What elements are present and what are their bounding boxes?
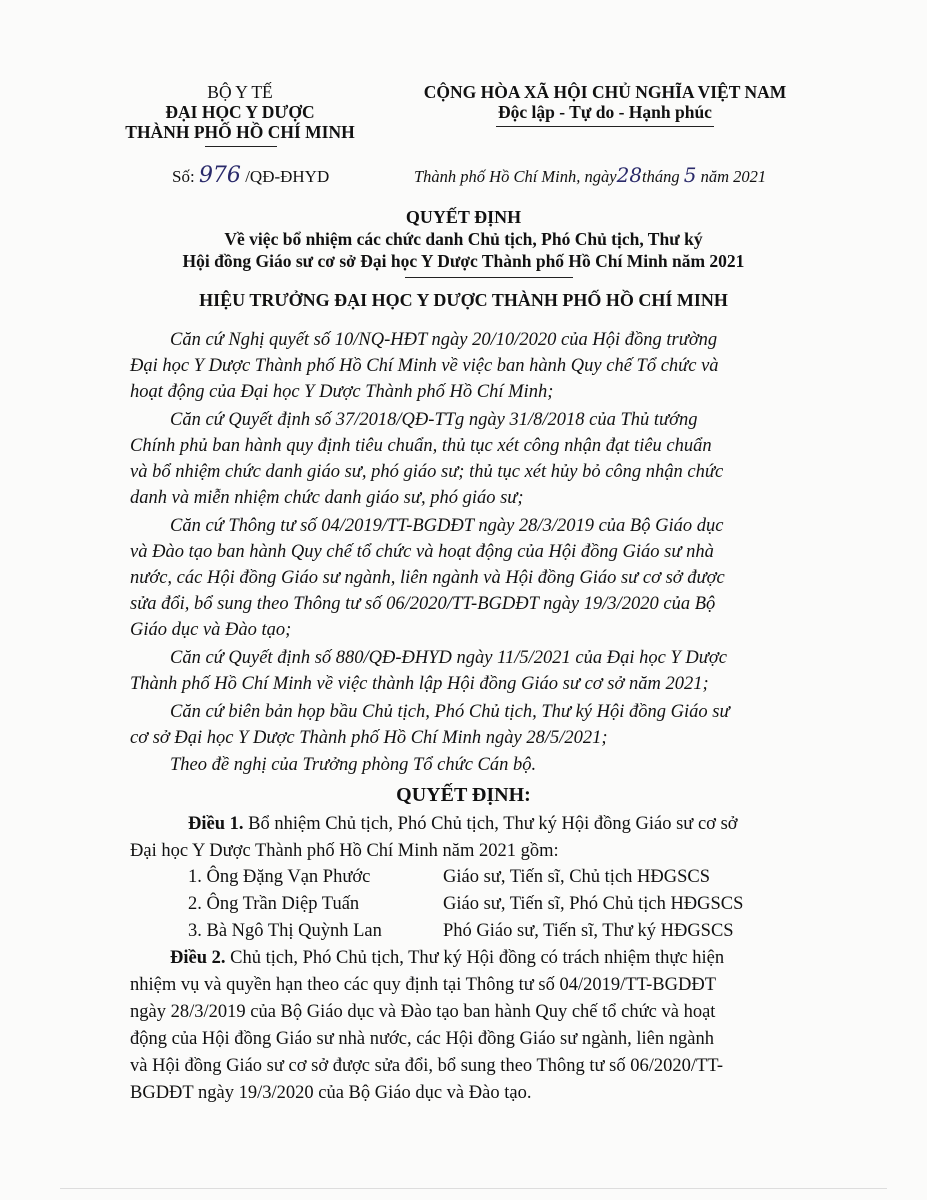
issuing-authority: HIỆU TRƯỞNG ĐẠI HỌC Y DƯỢC THÀNH PHỐ HỒ CHÍ MINH xyxy=(199,290,728,310)
article-1-label: Điều 1. xyxy=(188,814,244,834)
article-2-line1 xyxy=(170,948,724,969)
date-prefix: Thành phố Hồ Chí Minh, ngày xyxy=(414,167,617,186)
preamble-5-line1: Căn cứ biên bản họp bầu Chủ tịch, Phó Chủ tịch, Thư ký Hội đồng Giáo sư xyxy=(170,702,730,722)
header-left-underline xyxy=(205,146,277,147)
preamble-4-line1: Căn cứ Quyết định số 880/QĐ-ĐHYD ngày 11/5/2021 của Đại học Y Dược xyxy=(170,648,727,668)
article-2-line2: nhiệm vụ và quyền hạn theo các quy định tại Thông tư số 04/2019/TT-BGDĐT xyxy=(130,975,717,995)
article-2-line5: và Hội đồng Giáo sư cơ sở được sửa đổi, bổ sung theo Thông tư số 06/2020/TT- xyxy=(130,1056,724,1076)
motto-underline xyxy=(496,126,714,127)
number-suffix: /QĐ-ĐHYD xyxy=(245,167,330,186)
preamble-2-line1: Căn cứ Quyết định số 37/2018/QĐ-TTg ngày 31/8/2018 của Thủ tướng xyxy=(170,410,698,430)
page-bottom-edge xyxy=(60,1188,887,1189)
preamble-2-line3: và bổ nhiệm chức danh giáo sư, phó giáo sư; thủ tục xét hủy bỏ công nhận chức xyxy=(130,462,724,482)
article-1-text: Bổ nhiệm Chủ tịch, Phó Chủ tịch, Thư ký Hội đồng Giáo sư cơ sở xyxy=(248,814,738,834)
document-title: QUYẾT ĐỊNH xyxy=(405,207,522,227)
ministry-name: BỘ Y TẾ xyxy=(207,82,273,102)
member-3-name: 3. Bà Ngô Thị Quỳnh Lan xyxy=(188,921,382,941)
preamble-4-line2: Thành phố Hồ Chí Minh về việc thành lập Hội đồng Giáo sư cơ sở năm 2021; xyxy=(130,674,709,694)
preamble-3-line1: Căn cứ Thông tư số 04/2019/TT-BGDĐT ngày 28/3/2019 của Bộ Giáo dục xyxy=(170,516,724,536)
article-1-line2: Đại học Y Dược Thành phố Hồ Chí Minh năm 2021 gồm: xyxy=(130,841,559,861)
article-1-line1 xyxy=(188,814,738,835)
member-3-title: Phó Giáo sư, Tiến sĩ, Thư ký HĐGSCS xyxy=(443,921,734,941)
preamble-3-line5: Giáo dục và Đào tạo; xyxy=(130,620,292,640)
article-2-line4: động của Hội đồng Giáo sư nhà nước, các Hội đồng Giáo sư ngành, liên ngành xyxy=(130,1029,714,1049)
date-month-label: tháng xyxy=(642,167,680,186)
preamble-6-line1: Theo đề nghị của Trưởng phòng Tổ chức Cán bộ. xyxy=(170,755,537,775)
date-month-handwritten: 5 xyxy=(683,163,697,187)
preamble-1-line1: Căn cứ Nghị quyết số 10/NQ-HĐT ngày 20/10/2020 của Hội đồng trường xyxy=(170,330,718,350)
member-1-title: Giáo sư, Tiến sĩ, Chủ tịch HĐGSCS xyxy=(443,867,711,887)
date-day-handwritten: 28 xyxy=(616,163,643,187)
republic-name: CỘNG HÒA XÃ HỘI CHỦ NGHĨA VIỆT NAM xyxy=(423,82,787,102)
member-1-name: 1. Ông Đặng Vạn Phước xyxy=(188,867,371,887)
university-name-line2: THÀNH PHỐ HỒ CHÍ MINH xyxy=(125,122,355,142)
preamble-3-line2: và Đào tạo ban hành Quy chế tổ chức và hoạt động của Hội đồng Giáo sư nhà xyxy=(130,542,714,562)
preamble-3-line3: nước, các Hội đồng Giáo sư ngành, liên ngành và Hội đồng Giáo sư cơ sở được xyxy=(130,568,725,588)
preamble-1-line3: hoạt động của Đại học Y Dược Thành phố Hồ Chí Minh; xyxy=(130,382,554,402)
article-2-line6: BGDĐT ngày 19/3/2020 của Bộ Giáo dục và Đào tạo. xyxy=(130,1083,532,1103)
article-2-label: Điều 2. xyxy=(170,948,226,968)
preamble-1-line2: Đại học Y Dược Thành phố Hồ Chí Minh về việc ban hành Quy chế Tổ chức và xyxy=(130,356,719,376)
preamble-3-line4: sửa đổi, bổ sung theo Thông tư số 06/2020/TT-BGDĐT ngày 19/3/2020 của Bộ xyxy=(130,594,716,614)
subject-line2: Hội đồng Giáo sư cơ sở Đại học Y Dược Thành phố Hồ Chí Minh năm 2021 xyxy=(182,251,745,271)
preamble-2-line2: Chính phủ ban hành quy định tiêu chuẩn, thủ tục xét công nhận đạt tiêu chuẩn xyxy=(130,436,712,456)
number-label: Số: xyxy=(172,167,195,186)
preamble-5-line2: cơ sở Đại học Y Dược Thành phố Hồ Chí Minh ngày 28/5/2021; xyxy=(130,728,608,748)
member-2-title: Giáo sư, Tiến sĩ, Phó Chủ tịch HĐGSCS xyxy=(443,894,744,914)
document-number xyxy=(172,163,329,188)
decision-heading: QUYẾT ĐỊNH: xyxy=(396,784,531,806)
university-name-line1: ĐẠI HỌC Y DƯỢC xyxy=(165,102,315,122)
document-date xyxy=(414,163,766,187)
title-underline xyxy=(405,277,573,278)
subject-line1: Về việc bổ nhiệm các chức danh Chủ tịch, Phó Chủ tịch, Thư ký xyxy=(224,229,703,249)
national-motto: Độc lập - Tự do - Hạnh phúc xyxy=(498,102,712,122)
date-year: năm 2021 xyxy=(700,167,767,186)
number-handwritten: 976 xyxy=(198,163,241,188)
preamble-2-line4: danh và miễn nhiệm chức danh giáo sư, phó giáo sư; xyxy=(130,488,524,508)
member-2-name: 2. Ông Trần Diệp Tuấn xyxy=(188,894,360,914)
article-2-text: Chủ tịch, Phó Chủ tịch, Thư ký Hội đồng có trách nhiệm thực hiện xyxy=(230,948,725,968)
article-2-line3: ngày 28/3/2019 của Bộ Giáo dục và Đào tạo ban hành Quy chế tổ chức và hoạt xyxy=(130,1002,716,1022)
